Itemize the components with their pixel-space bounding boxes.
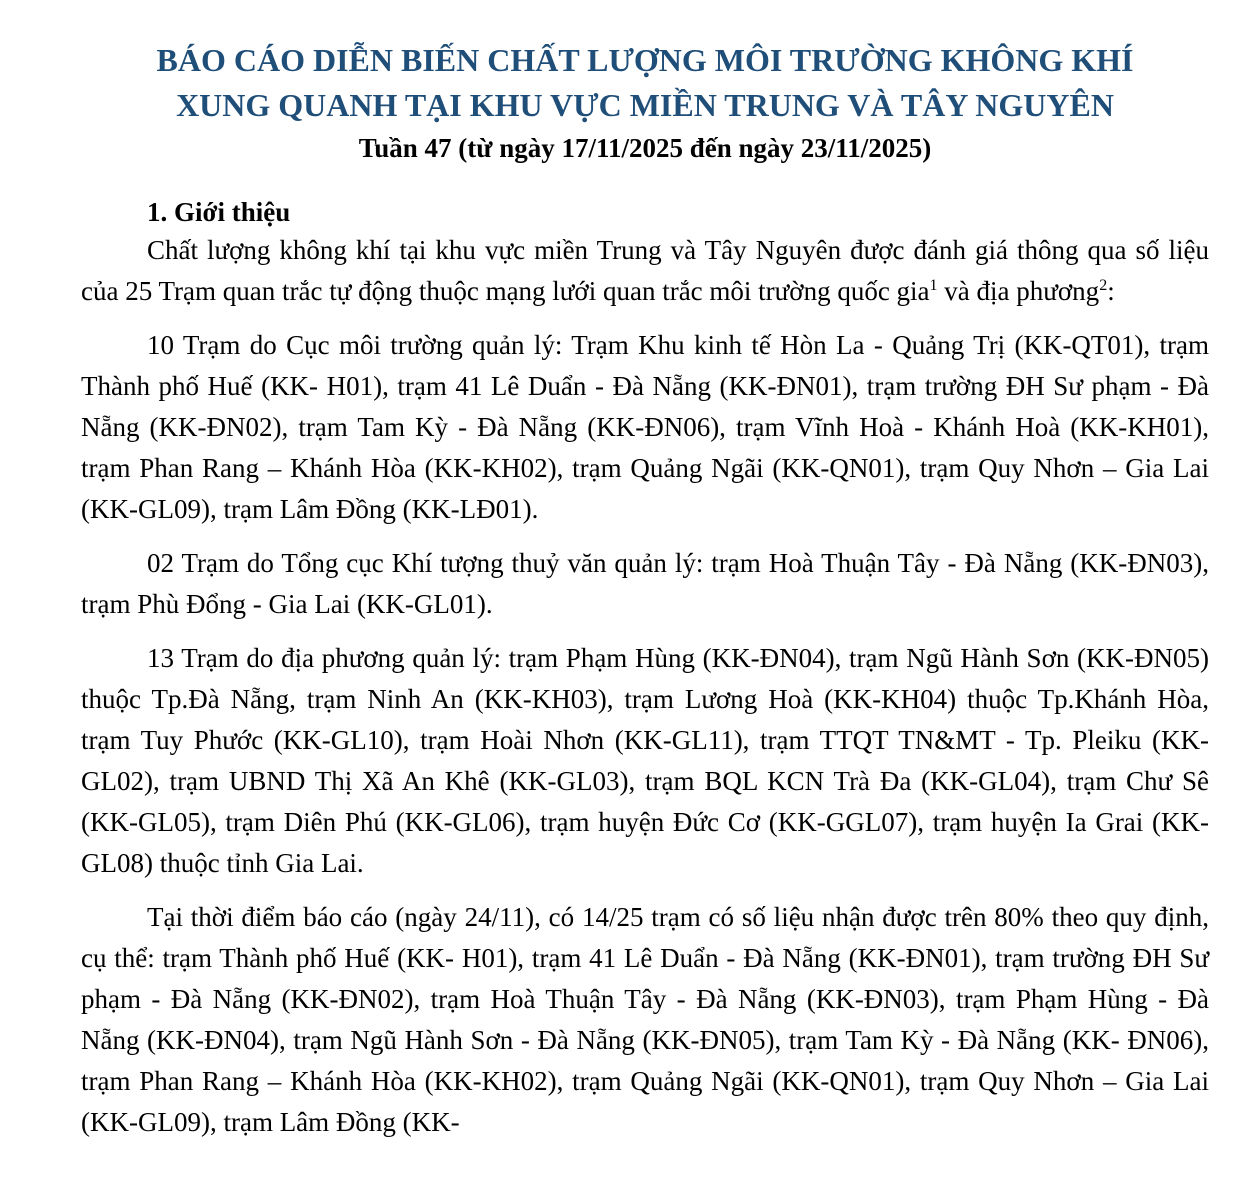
paragraph-ministry-stations: 10 Trạm do Cục môi trường quản lý: Trạm Khu kinh tế Hòn La - Quảng Trị (KK-QT01), trạm Thành phố Huế (KK- H01), trạm 41 Lê Duẩn - Đà Nẵng (KK-ĐN01), trạm trường ĐH Sư phạm - Đà Nẵng (KK-ĐN02), trạm Tam Kỳ - Đà Nẵng (KK-ĐN06), trạm Vĩnh Hoà - Khánh Hoà (KK-KH01), trạm Phan Rang – Khánh Hòa (KK-KH02), trạm Quảng Ngãi (KK-QN01), trạm Quy Nhơn – Gia Lai (KK-GL09), trạm Lâm Đồng (KK-LĐ01). [81,330,1209,524]
intro-text-local: và địa phương [937,276,1100,306]
intro-paragraph [81,230,1209,312]
paragraph-hydromet-stations: 02 Trạm do Tổng cục Khí tượng thuỷ văn quản lý: trạm Hoà Thuận Tây - Đà Nẵng (KK-ĐN03), trạm Phù Đổng - Gia Lai (KK-GL01). [81,548,1209,619]
footnote-ref-2[interactable]: 2 [1099,277,1108,294]
report-week-range: Tuần 47 (từ ngày 17/11/2025 đến ngày 23/11/2025) [358,133,932,163]
section-heading-introduction: 1. Giới thiệu [147,197,291,227]
intro-text: Chất lượng không khí tại khu vực miền Trung và Tây Nguyên được đánh giá thông qua số liệu của 25 Trạm quan trắc tự động thuộc mạng lưới quan trắc môi trường quốc gia [81,235,1209,306]
paragraph-data-status: Tại thời điểm báo cáo (ngày 24/11), có 14/25 trạm có số liệu nhận được trên 80% theo quy định, cụ thể: trạm Thành phố Huế (KK- H01), trạm 41 Lê Duẩn - Đà Nẵng (KK-ĐN01), trạm trường ĐH Sư phạm - Đà Nẵng (KK-ĐN02), trạm Hoà Thuận Tây - Đà Nẵng (KK-ĐN03), trạm Phạm Hùng - Đà Nẵng (KK-ĐN04), trạm Ngũ Hành Sơn - Đà Nẵng (KK-ĐN05), trạm Tam Kỳ - Đà Nẵng (KK- ĐN06), trạm Phan Rang – Khánh Hòa (KK-KH02), trạm Quảng Ngãi (KK-QN01), trạm Quy Nhơn – Gia Lai (KK-GL09), trạm Lâm Đồng (KK- [81,902,1209,1137]
paragraph-local-stations: 13 Trạm do địa phương quản lý: trạm Phạm Hùng (KK-ĐN04), trạm Ngũ Hành Sơn (KK-ĐN05) thuộc Tp.Đà Nẵng, trạm Ninh An (KK-KH03), trạm Lương Hoà (KK-KH04) thuộc Tp.Khánh Hòa, trạm Tuy Phước (KK-GL10), trạm Hoài Nhơn (KK-GL11), trạm TTQT TN&MT - Tp. Pleiku (KK-GL02), trạm UBND Thị Xã An Khê (KK-GL03), trạm BQL KCN Trà Đa (KK-GL04), trạm Chư Sê (KK-GL05), trạm Diên Phú (KK-GL06), trạm huyện Đức Cơ (KK-GGL07), trạm huyện Ia Grai (KK-GL08) thuộc tỉnh Gia Lai. [81,643,1209,878]
report-title-line-1: BÁO CÁO DIỄN BIẾN CHẤT LƯỢNG MÔI TRƯỜNG KHÔNG KHÍ [156,42,1134,78]
intro-text-end: : [1107,276,1115,306]
report-title-line-2: XUNG QUANH TẠI KHU VỰC MIỀN TRUNG VÀ TÂY NGUYÊN [176,87,1114,123]
footnote-ref-1[interactable]: 1 [929,277,938,294]
report-header [81,38,1209,166]
document-page [81,38,1209,1143]
